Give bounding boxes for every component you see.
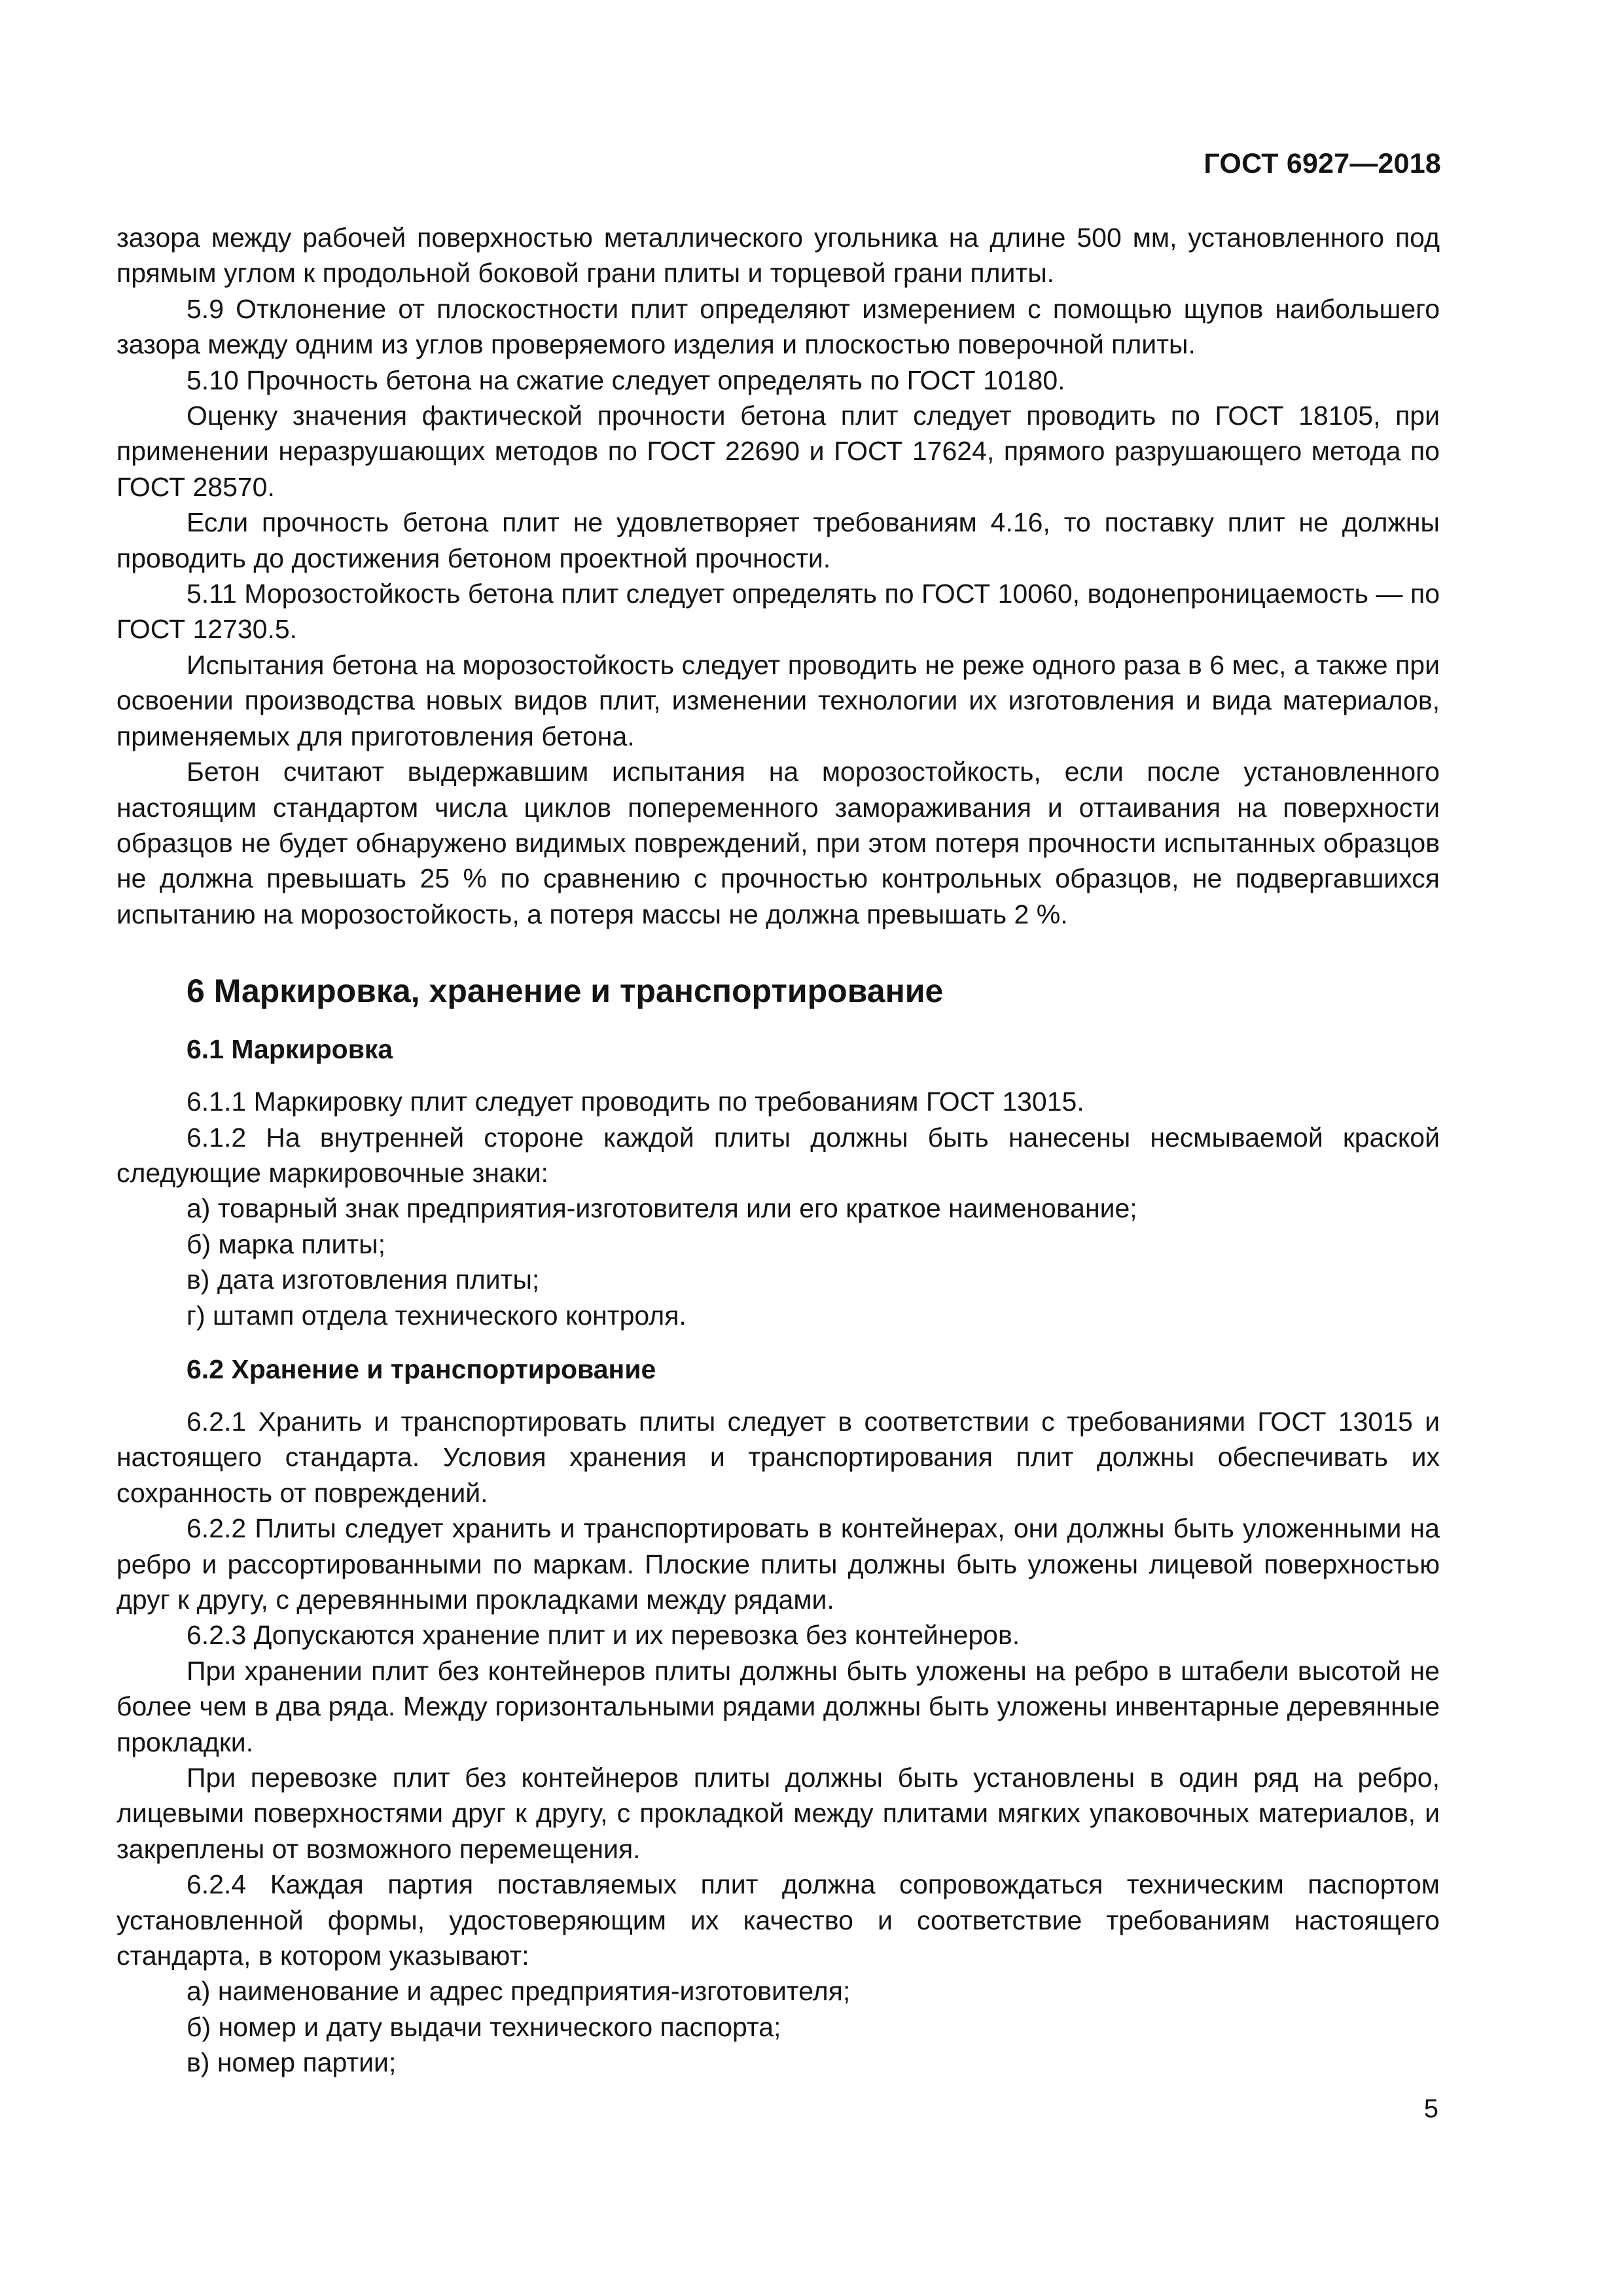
paragraph-strength-requirement: Если прочность бетона плит не удовлетворяет требованиям 4.16, то поставку плит не должны проводить до достижения бетоном проектной прочности. [116, 507, 1440, 573]
section-heading-6: 6 Маркировка, хранение и транспортирование [187, 973, 944, 1010]
paragraph-frost-tests: Испытания бетона на морозостойкость следует проводить не реже одного раза в 6 мес, а также при освоении производства новых видов плит, изменении технологии их изготовления и вида материалов, применяемых для приготовления бетона. [116, 649, 1440, 751]
paragraph-6-2-1: 6.2.1 Хранить и транспортировать плиты следует в соответствии с требованиями ГОСТ 13015 и настоящего стандарта. Условия хранения и транспортирования плит должны обеспечивать их сохранность от повреждений. [116, 1406, 1440, 1508]
paragraph-6-1-1: 6.1.1 Маркировку плит следует проводить по требованиям ГОСТ 13015. [187, 1086, 1084, 1117]
passport-item-a: а) наименование и адрес предприятия-изготовителя; [187, 1976, 851, 2007]
list-item-a: а) товарный знак предприятия-изготовителя или его краткое наименование; [187, 1193, 1137, 1224]
page-number: 5 [1423, 2094, 1438, 2123]
passport-item-v: в) номер партии; [187, 2047, 397, 2078]
paragraph-5-9: 5.9 Отклонение от плоскостности плит определяют измерением с помощью щупов наибольшего зазора между одним из углов проверяемого изделия и плоскостью поверочной плиты. [116, 293, 1440, 360]
paragraph-frost-criteria: Бетон считают выдержавшим испытания на морозостойкость, если после установленного настоящим стандартом числа циклов попеременного замораживания и оттаивания на поверхности образцов не будет обнаружено видимых повреждений, при этом потеря прочности испытанных образцов не должна превышать 25 % по сравнению с прочностью контрольных образцов, не подвергавшихся испытанию на морозостойкость, а потеря массы не должна превышать 2 %. [116, 757, 1440, 929]
document-code-header: ГОСТ 6927—2018 [1204, 148, 1441, 179]
paragraph-5-11: 5.11 Морозостойкость бетона плит следует определять по ГОСТ 10060, водонепроницаемость — по ГОСТ 12730.5. [116, 579, 1440, 645]
paragraph-continued: зазора между рабочей поверхностью металлического угольника на длине 500 мм, установленного под прямым углом к продольной боковой грани плиты и торцевой грани плиты. [116, 223, 1440, 289]
paragraph-6-2-2: 6.2.2 Плиты следует хранить и транспортировать в контейнерах, они должны быть уложенными на ребро и рассортированными по маркам. Плоские плиты должны быть уложены лицевой поверхностью друг к другу, с деревянными прокладками между рядами. [116, 1513, 1440, 1615]
paragraph-storage-without-containers: При хранении плит без контейнеров плиты должны быть уложены на ребро в штабели высотой не более чем в два ряда. Между горизонтальными рядами должны быть уложены инвентарные деревянные прокладки. [116, 1655, 1440, 1757]
paragraph-strength-assessment: Оценку значения фактической прочности бетона плит следует проводить по ГОСТ 18105, при применении неразрушающих методов по ГОСТ 22690 и ГОСТ 17624, прямого разрушающего метода по ГОСТ 28570. [116, 401, 1440, 502]
paragraph-6-2-3: 6.2.3 Допускаются хранение плит и их перевозка без контейнеров. [187, 1620, 1020, 1651]
document-body [116, 220, 1440, 2081]
list-item-v: в) дата изготовления плиты; [187, 1265, 540, 1295]
subsection-heading-6-1: 6.1 Маркировка [187, 1034, 393, 1065]
paragraph-6-1-2: 6.1.2 На внутренней стороне каждой плиты должны быть нанесены несмываемой краской следующие маркировочные знаки: [116, 1122, 1440, 1188]
list-item-b: б) марка плиты; [187, 1229, 386, 1259]
list-item-g: г) штамп отдела технического контроля. [187, 1300, 687, 1331]
passport-item-b: б) номер и дату выдачи технического паспорта; [187, 2011, 781, 2042]
paragraph-6-2-4: 6.2.4 Каждая партия поставляемых плит должна сопровождаться техническим паспортом установленной формы, удостоверяющим их качество и соответствие требованиям настоящего стандарта, в котором указывают: [116, 1869, 1440, 1971]
subsection-heading-6-2: 6.2 Хранение и транспортирование [187, 1354, 656, 1384]
paragraph-5-10: 5.10 Прочность бетона на сжатие следует определять по ГОСТ 10180. [187, 365, 1065, 395]
paragraph-transport-without-containers: При перевозке плит без контейнеров плиты должны быть установлены в один ряд на ребро, лицевыми поверхностями друг к другу, с прокладкой между плитами мягких упаковочных материалов, и закреплены от возможного перемещения. [116, 1763, 1440, 1864]
